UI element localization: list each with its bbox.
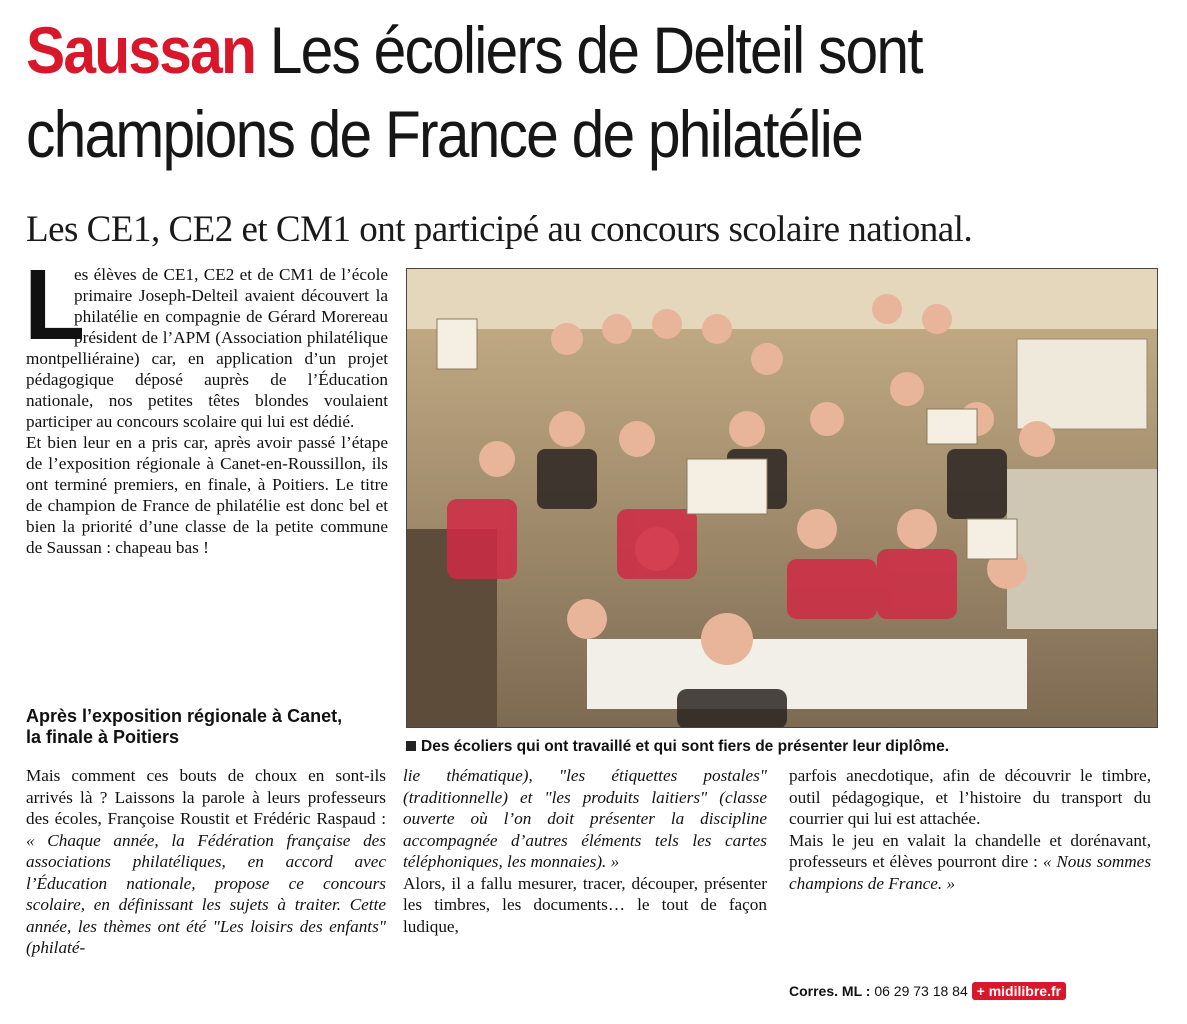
col-b-normal: Alors, il a fallu mesurer, tracer, découper, présenter les timbres, les documents… le tout de façon ludique,	[403, 873, 767, 936]
body-column-1	[26, 765, 386, 959]
site-tag[interactable]	[972, 982, 1066, 1000]
site-name[interactable]: midilibre.fr	[988, 983, 1062, 999]
credit-label: Corres. ML :	[789, 983, 871, 999]
intro-column	[24, 249, 388, 558]
col-c-p1: parfois anecdotique, afin de découvrir le timbre, outil pédagogique, et l’histoire du transport du courrier qui lui est attachée.	[789, 766, 1151, 828]
drop-cap: L	[24, 249, 86, 361]
subheadline: Les CE1, CE2 et CM1 ont participé au concours scolaire national.	[26, 209, 973, 250]
photo-caption	[406, 738, 949, 756]
col-b-italic: lie thématique), "les étiquettes postales" (traditionnelle) et "les produits laitiers" (classe ouverte où l’on doit présenter la discipline accompagnée d’autres éléments tels les cartes téléphoniques, les monnaies). »	[403, 766, 767, 871]
col-c-p2: Mais le jeu en valait la chandelle et dorénavant, professeurs et élèves pourront dire :	[789, 830, 1151, 871]
body-column-2	[403, 765, 767, 937]
headline-line2: champions de France de philatélie	[26, 97, 862, 171]
credit-line	[789, 983, 1066, 999]
caption-text: Des écoliers qui ont travaillé et qui sont fiers de présenter leur diplôme.	[421, 738, 950, 755]
body-column-3	[789, 765, 1151, 894]
class-photo	[406, 268, 1158, 728]
square-bullet-icon	[406, 741, 416, 751]
intro-paragraph-2: Et bien leur en a pris car, après avoir passé l’étape de l’exposition régionale à Canet-en-Roussillon, ils ont terminé premiers, en finale, à Poitiers. Le titre de champion de France de philatélie est donc bel et bien la priorité d’une classe de la petite commune de Saussan : chapeau bas !	[26, 433, 388, 557]
col-a-italic: « Chaque année, la Fédération française des associations philatéliques, en accord avec l’Éducation nationale, propose ce concours scolaire, en définissant les sujets à traiter. Cette année, les thèmes ont été "Les loisirs des enfants" (philaté-	[26, 830, 386, 957]
intro-paragraph: es élèves de CE1, CE2 et de CM1 de l’école primaire Joseph-Delteil avaient découvert la philatélie en compagnie de Gérard Morereau président de l’APM (Association philatélique montpelliéraine) car, en application d’un projet pédagogique déposé auprès de l’Éducation nationale, nos petites têtes blondes voulaient participer au concours scolaire qui lui est dédié.	[26, 265, 388, 431]
col-c-p2-italic: « Nous sommes champions de France. »	[789, 852, 1152, 893]
headline-place: Saussan	[26, 13, 256, 87]
section-subtitle: Après l’exposition régionale à Canet, la finale à Poitiers	[26, 706, 343, 747]
headline	[26, 8, 1050, 176]
col-a-normal: Mais comment ces bouts de choux en sont-ils arrivés là ? Laissons la parole à leurs professeurs des écoles, Françoise Roustit et Frédéric Raspaud :	[26, 766, 386, 828]
credit-phone: 06 29 73 18 84	[874, 983, 968, 999]
headline-line1: Les écoliers de Delteil sont	[269, 13, 922, 87]
plus-icon: +	[976, 983, 985, 999]
